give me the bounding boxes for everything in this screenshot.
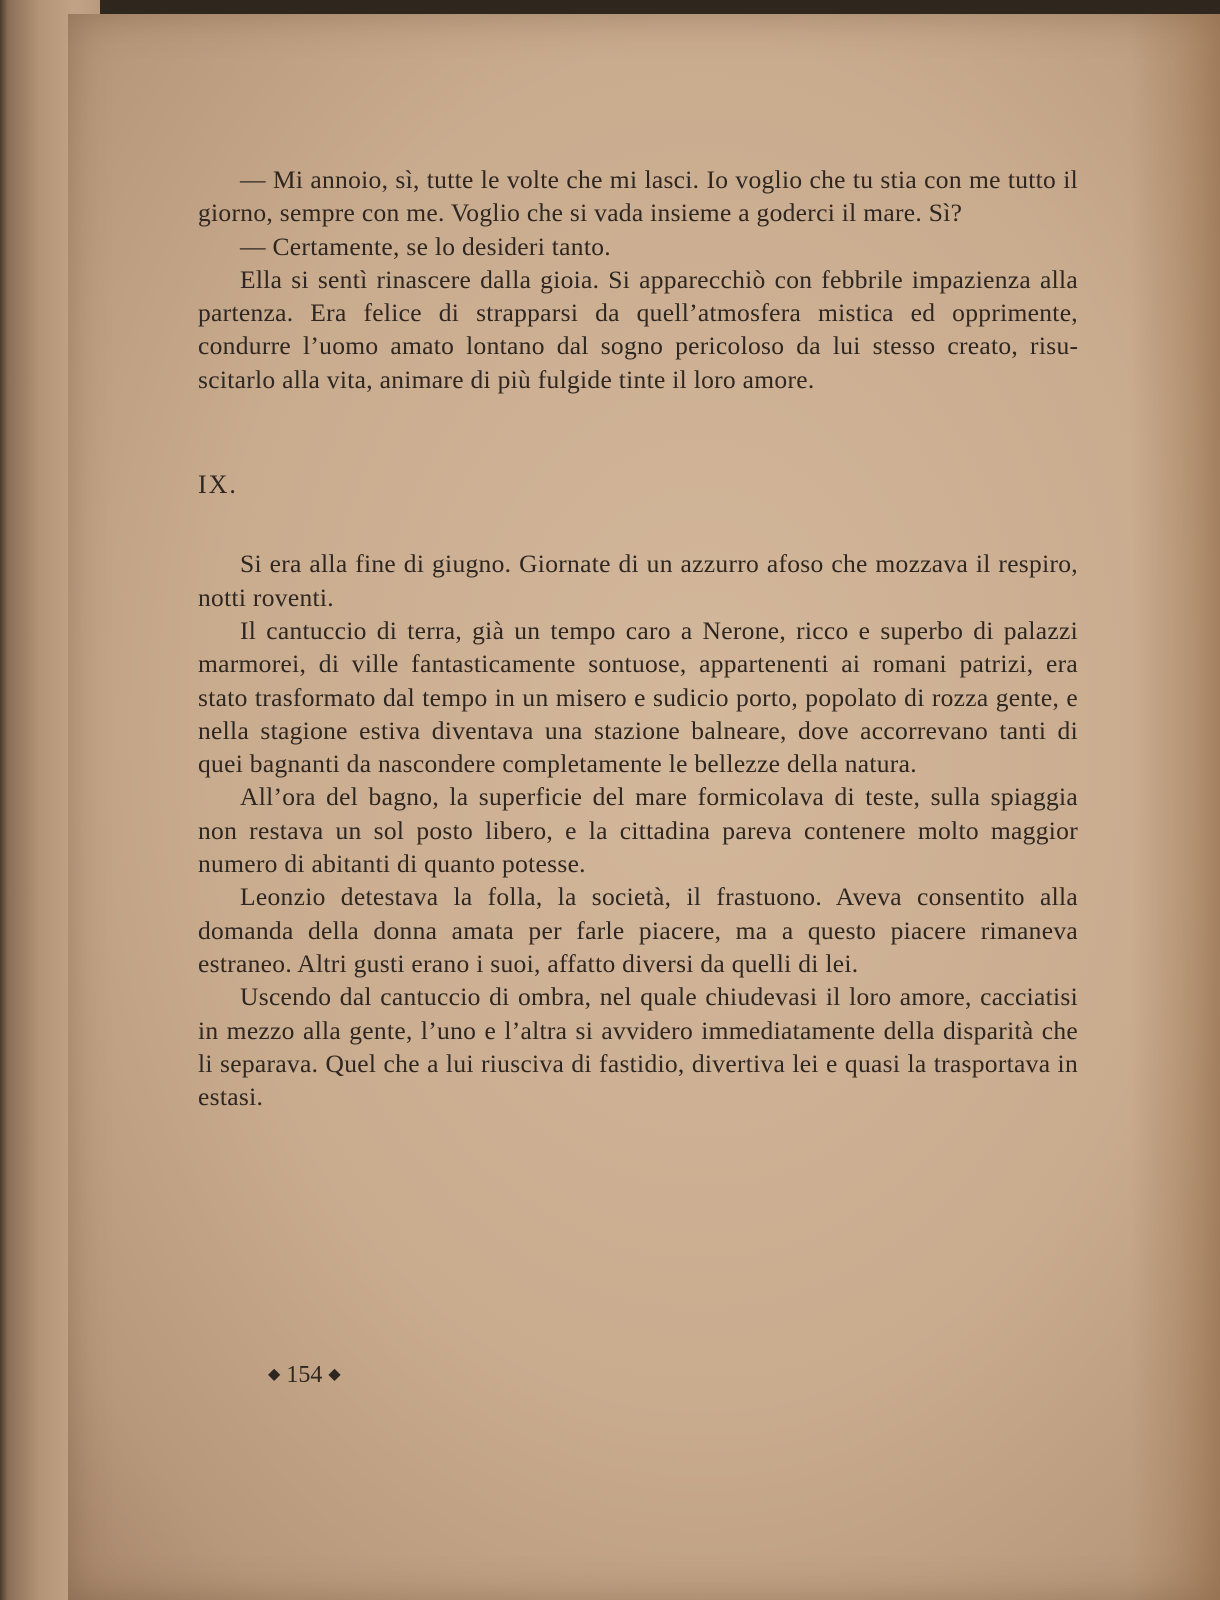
page-number-footer — [268, 1362, 341, 1389]
ornament-diamond-icon: ◆ — [328, 1366, 341, 1383]
chapter-heading: IX. — [198, 470, 238, 500]
ornament-diamond-icon: ◆ — [268, 1366, 281, 1383]
page-edge-shadow — [1130, 14, 1220, 1600]
paragraph: Il cantuccio di terra, già un tempo caro a Nerone, ricco e superbo di palazzi marmorei, di ville fantasticamente sontuose, appartenenti ai romani patrizi, era stato trasformato dal tempo in un misero e sudicio porto, popolato di rozza gente, e nella stagione estiva diventava una stazione balneare, dove accorrevano tanti di quei bagnanti da nascondere completamente le bellezze della natura. — [198, 615, 1078, 779]
paragraph: — Certamente, se lo desideri tanto. — [240, 231, 611, 261]
paragraph: All’ora del bagno, la superficie del mare formicolava di teste, sulla spiaggia non restava un sol posto libero, e la cittadina pareva contenere molto maggior numero di abitanti di quanto potesse. — [198, 782, 1078, 879]
paragraph: — Mi annoio, sì, tutte le volte che mi lasci. Io voglio che tu stia con me tutto il giorno, sempre con me. Voglio che si vada insieme a goderci il mare. Sì? — [198, 165, 1078, 228]
paragraph: Ella si sentì rinascere dalla gioia. Si apparecchiò con febbrile impazienza alla partenza. Era felice di strapparsi da quell’atmosfera mistica ed opprimente, condurre l’uomo amato lontano dal sogno pericoloso da lui stesso creato, risuscitarlo alla vita, animare di più fulgide tinte il loro amore. — [198, 264, 1078, 394]
body-text — [198, 163, 1078, 1113]
page-number: 154 — [286, 1362, 323, 1388]
paragraph: Uscendo dal cantuccio di ombra, nel quale chiudevasi il loro amore, cacciatisi in mezzo alla gente, l’uno e l’altra si avvidero immediatamente della disparità che li separava. Quel che a lui riusciva di fastidio, divertiva lei e quasi la trasportava in estasi. — [198, 982, 1078, 1112]
paragraph: Leonzio detestava la folla, la società, il frastuono. Aveva consentito alla domanda della donna amata per farle piacere, ma a questo piacere rimaneva estraneo. Altri gusti erano i suoi, affatto diversi da quelli di lei. — [198, 882, 1078, 978]
paragraph: Si era alla fine di giugno. Giornate di un azzurro afoso che mozzava il respiro, notti roventi. — [198, 549, 1078, 612]
